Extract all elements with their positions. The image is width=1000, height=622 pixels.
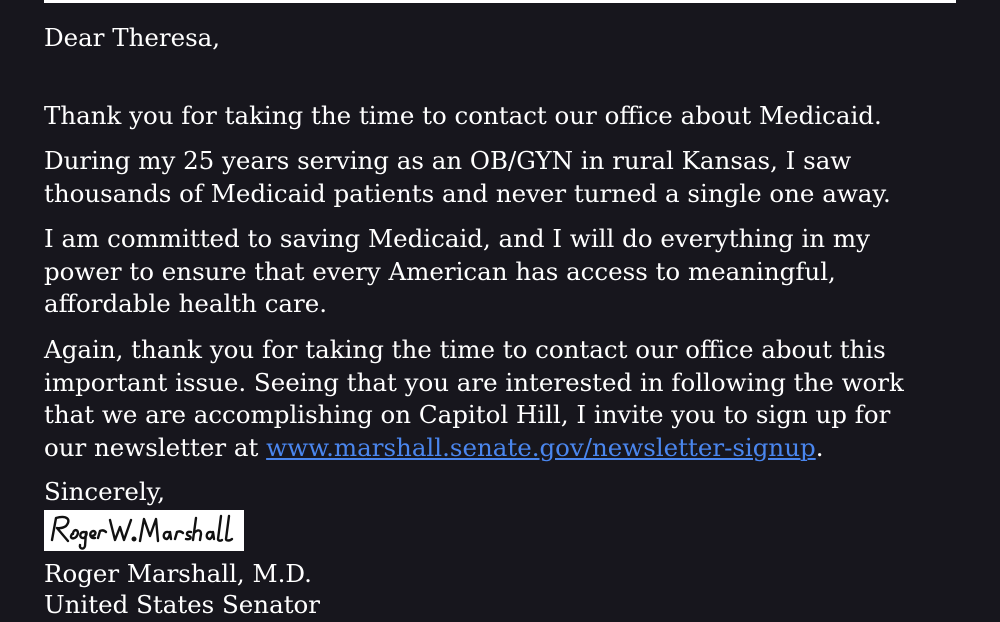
paragraph-commitment-line-3: affordable health care. bbox=[44, 289, 328, 318]
signer-title: United States Senator bbox=[44, 590, 320, 619]
paragraph-newsletter-line-4-suffix: . bbox=[815, 432, 824, 462]
paragraph-commitment-line-2: power to ensure that every American has access to meaningful, bbox=[44, 256, 836, 286]
closing: Sincerely, bbox=[44, 477, 166, 506]
top-divider bbox=[44, 0, 956, 3]
paragraph-experience bbox=[44, 145, 964, 210]
paragraph-newsletter-line-2: important issue. Seeing that you are interested in following the work bbox=[44, 367, 904, 397]
paragraph-newsletter bbox=[44, 334, 964, 464]
paragraph-newsletter-line-4-prefix: our newsletter at bbox=[44, 432, 259, 462]
signer-name: Roger Marshall, M.D. bbox=[44, 559, 312, 588]
newsletter-signup-link[interactable]: www.marshall.senate.gov/newsletter-signup bbox=[266, 432, 816, 462]
paragraph-commitment-line-1: I am committed to saving Medicaid, and I will do everything in my bbox=[44, 224, 870, 253]
paragraph-thanks-text: Thank you for taking the time to contact our office about Medicaid. bbox=[44, 101, 882, 130]
greeting: Dear Theresa, bbox=[44, 23, 221, 52]
signature-image bbox=[44, 510, 244, 551]
signature-scribble-icon bbox=[44, 510, 244, 551]
paragraph-commitment bbox=[44, 223, 964, 321]
paragraph-experience-line-1: During my 25 years serving as an OB/GYN in rural Kansas, I saw bbox=[44, 146, 852, 175]
paragraph-newsletter-line-3: that we are accomplishing on Capitol Hill, I invite you to sign up for bbox=[44, 400, 891, 429]
paragraph-thanks bbox=[44, 100, 964, 133]
paragraph-newsletter-line-1: Again, thank you for taking the time to contact our office about this bbox=[44, 335, 886, 364]
paragraph-experience-line-2: thousands of Medicaid patients and never turned a single one away. bbox=[44, 178, 891, 208]
